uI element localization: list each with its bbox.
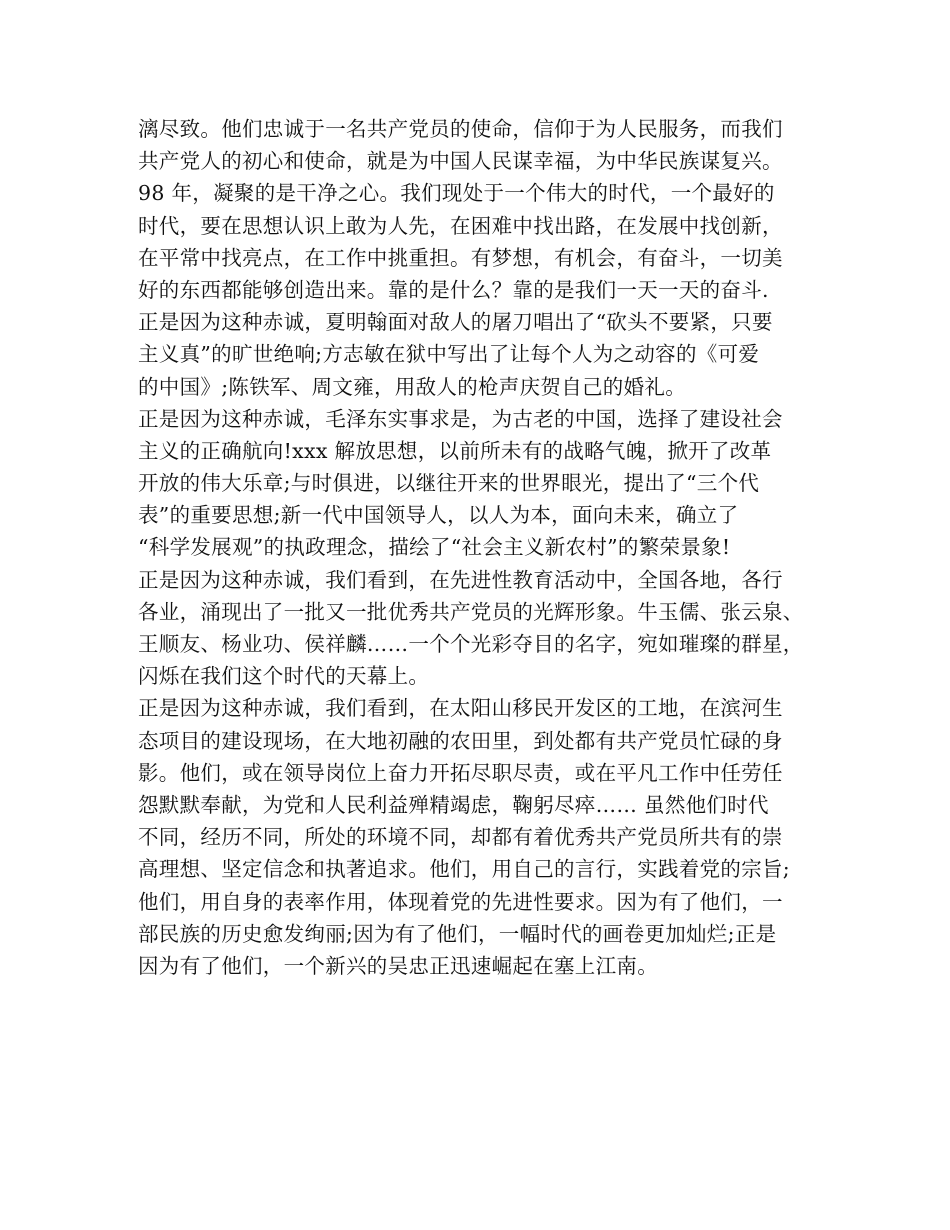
text-line: 98 年，凝聚的是干净之心。我们现处于一个伟大的时代，一个最好的: [138, 181, 775, 206]
text-line: 时代，要在思想认识上敢为人先，在困难中找出路，在发展中找创新，: [138, 213, 783, 238]
text-line: 部民族的历史愈发绚丽;因为有了他们，一幅时代的画卷更加灿烂;正是: [138, 921, 777, 946]
text-line: 正是因为这种赤诚，夏明翰面对敌人的屠刀唱出了“砍头不要紧，只要: [138, 310, 773, 335]
text-line: 态项目的建设现场，在大地初融的农田里，到处都有共产党员忙碌的身: [138, 728, 783, 753]
text-line: 正是因为这种赤诚，毛泽东实事求是，为古老的中国，选择了建设社会: [138, 406, 783, 431]
body-text: [138, 113, 818, 982]
text-line: 不同，经历不同，所处的环境不同，却都有着优秀共产党员所共有的崇: [138, 825, 783, 850]
text-line: 正是因为这种赤诚，我们看到，在先进性教育活动中，全国各地，各行: [138, 567, 783, 592]
text-line: 影。他们，或在领导岗位上奋力开拓尽职尽责，或在平凡工作中任劳任: [138, 760, 783, 785]
text-line: 正是因为这种赤诚，我们看到，在太阳山移民开发区的工地，在滨河生: [138, 696, 783, 721]
text-line: 好的东西都能够创造出来。靠的是什么？靠的是我们一天一天的奋斗.: [138, 277, 769, 302]
text-line: 漓尽致。他们忠诚于一名共产党员的使命，信仰于为人民服务，而我们: [138, 117, 783, 141]
text-line: 表”的重要思想;新一代中国领导人，以人为本，面向未来，确立了: [138, 503, 739, 528]
text-line: 开放的伟大乐章;与时俱进，以继往开来的世界眼光，提出了“三个代: [138, 471, 760, 496]
text-line: 闪烁在我们这个时代的天幕上。: [138, 664, 430, 689]
text-line: 王顺友、杨业功、侯祥麟……一个个光彩夺目的名字，宛如璀璨的群星，: [138, 632, 804, 656]
text-line: 怨默默奉献，为党和人民利益殚精竭虑，鞠躬尽瘁…… 虽然他们时代: [138, 792, 769, 817]
text-line: 主义的正确航向!xxx 解放思想，以前所未有的战略气魄，掀开了改革: [138, 438, 772, 463]
text-line: 高理想、坚定信念和执著追求。他们，用自己的言行，实践着党的宗旨;: [138, 857, 791, 882]
text-line: 在平常中找亮点，在工作中挑重担。有梦想，有机会，有奋斗，一切美: [138, 245, 783, 270]
text-line: 主义真”的旷世绝响;方志敏在狱中写出了让每个人为之动容的《可爱: [138, 342, 760, 367]
text-line: 各业，涌现出了一批又一批优秀共产党员的光辉形象。牛玉儒、张云泉、: [138, 599, 804, 624]
text-line: “科学发展观”的执政理念，描绘了“社会主义新农村”的繁荣景象!: [138, 535, 731, 560]
text-line: 共产党人的初心和使命，就是为中国人民谋幸福，为中华民族谋复兴。: [138, 149, 783, 174]
text-line: 的中国》;陈铁军、周文雍，用敌人的枪声庆贺自己的婚礼。: [138, 374, 687, 399]
text-line: 他们，用自身的表率作用，体现着党的先进性要求。因为有了他们，一: [138, 889, 783, 914]
text-line: 因为有了他们，一个新兴的吴忠正迅速崛起在塞上江南。: [138, 953, 658, 978]
